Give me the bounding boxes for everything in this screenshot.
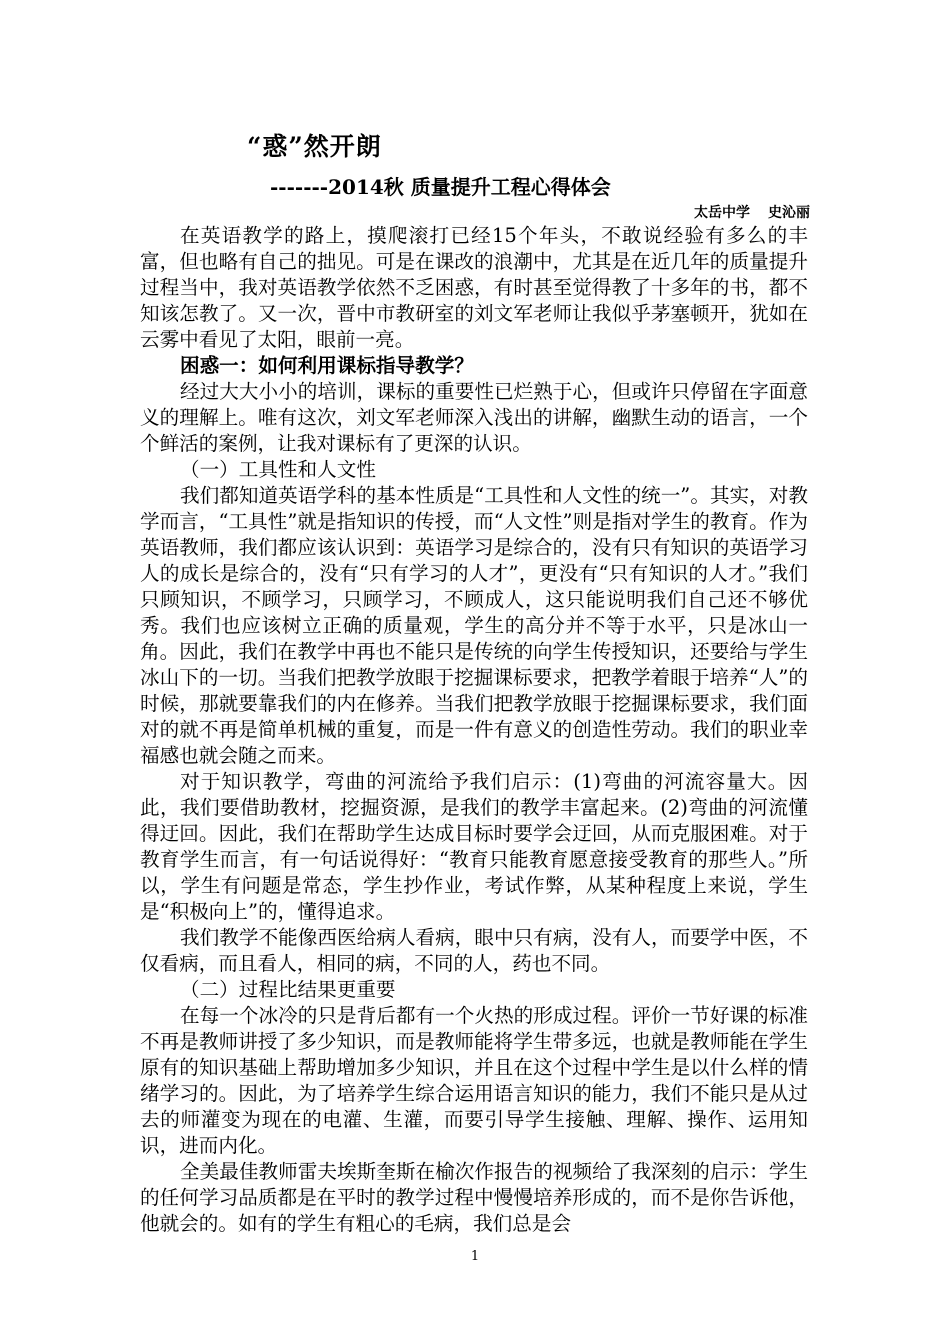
document-body (140, 223, 808, 1237)
author-name: 史沁丽 (768, 205, 810, 221)
body-paragraph: 我们教学不能像西医给病人看病，眼中只有病，没有人，而要学中医，不仅看病，而且看人，相同的病，不同的人，药也不同。 (140, 926, 808, 975)
body-paragraph: 经过大大小小的培训，课标的重要性已烂熟于心，但或许只停留在字面意义的理解上。唯有这次，刘文军老师深入浅出的讲解，幽默生动的语言，一个个鲜活的案例，让我对课标有了更深的认识。 (140, 380, 808, 455)
subsection-heading: （一）工具性和人文性 (180, 458, 376, 481)
body-paragraph: 全美最佳教师雷夫埃斯奎斯在榆次作报告的视频给了我深刻的启示：学生的任何学习品质都是在平时的教学过程中慢慢培养形成的，而不是你告诉他，他就会的。如有的学生有粗心的毛病，我们总是会 (140, 1160, 808, 1235)
body-paragraph: 我们都知道英语学科的基本性质是“工具性和人文性的统一”。其实，对教学而言，“工具性”就是指知识的传授，而“人文性”则是指对学生的教育。作为英语教师，我们都应该认识到：英语学习是综合的，没有只有知识的英语学习人的成长是综合的，没有“只有学习的人才”，更没有“只有知识的人才。”我们只顾知识，不顾学习，只顾学习，不顾成人，这只能说明我们自己还不够优秀。我们也应该树立正确的质量观，学生的高分并不等于水平，只是冰山一角。因此，我们在教学中再也不能只是传统的向学生传授知识，还要给与学生冰山下的一切。当我们把教学放眼于挖掘课标要求，把教学着眼于培养“人”的时候，那就要靠我们的内在修养。当我们把教学放眼于挖掘课标要求，我们面对的就不再是简单机械的重复，而是一件有意义的创造性劳动。我们的职业幸福感也就会随之而来。 (140, 484, 808, 767)
body-paragraph: 在每一个冰冷的只是背后都有一个火热的形成过程。评价一节好课的标准不再是教师讲授了多少知识，而是教师能将学生带多远，也就是教师能在学生原有的知识基础上帮助增加多少知识，并且在这个过程中学生是以什么样的情绪学习的。因此，为了培养学生综合运用语言知识的能力，我们不能只是从过去的师灌变为现在的电灌、生灌，而要引导学生接触、理解、操作、运用知识，进而内化。 (140, 1004, 808, 1157)
body-paragraph: 在英语教学的路上，摸爬滚打已经15个年头，不敢说经验有多么的丰富，但也略有自己的拙见。可是在课改的浪潮中，尤其是在近几年的质量提升过程当中，我对英语教学依然不乏困惑，有时甚至觉得教了十多年的书，都不知该怎教了。又一次，晋中市教研室的刘文军老师让我似乎茅塞顿开，犹如在云雾中看见了太阳，眼前一亮。 (140, 224, 808, 351)
page-number: 1 (470, 1249, 480, 1264)
author-line (520, 203, 810, 223)
document-title: “惑”然开朗 (247, 132, 382, 161)
document-subtitle: -------2014秋 质量提升工程心得体会 (270, 175, 611, 199)
section-heading: 困惑一：如何利用课标指导教学？ (180, 354, 474, 377)
author-school: 太岳中学 (694, 205, 750, 221)
body-paragraph: 对于知识教学，弯曲的河流给予我们启示：(1)弯曲的河流容量大。因此，我们要借助教材，挖掘资源，是我们的教学丰富起来。(2)弯曲的河流懂得迂回。因此，我们在帮助学生达成目标时要学会迂回，从而克服困难。对于教育学生而言，有一句话说得好：“教育只能教育愿意接受教育的那些人。”所以，学生有问题是常态，学生抄作业，考试作弊，从某种程度上来说，学生是“积极向上”的，懂得追求。 (140, 770, 808, 923)
subsection-heading: （二）过程比结果更重要 (180, 978, 396, 1001)
